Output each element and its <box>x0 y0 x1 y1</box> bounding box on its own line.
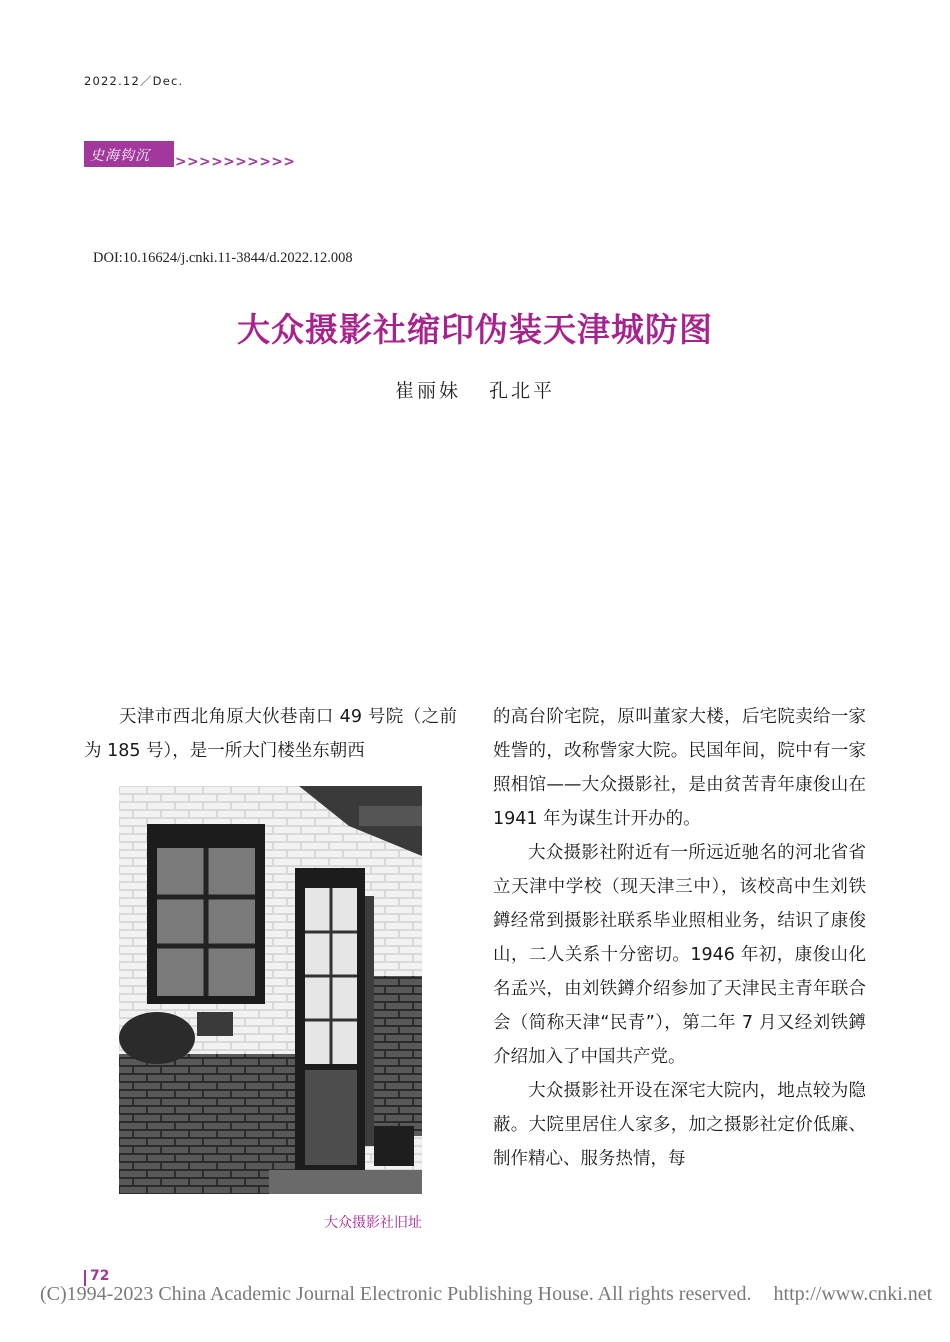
copyright-url: http://www.cnki.net <box>773 1283 933 1305</box>
article-title: 大众摄影社缩印伪装天津城防图 <box>237 310 713 349</box>
body-paragraph: 天津市西北角原大伙巷南口 49 号院（之前为 185 号），是一所大门楼坐东朝西 <box>84 707 457 761</box>
building-photo <box>119 786 422 1194</box>
photo-caption: 大众摄影社旧址 <box>324 1215 422 1231</box>
author-name: 孔北平 <box>489 380 556 402</box>
body-paragraph: 大众摄影社开设在深宅大院内，地点较为隐蔽。大院里居住人家多，加之摄影社定价低廉、制作精心、服务热情，每 <box>493 1081 866 1169</box>
author-name: 崔丽妹 <box>394 380 461 402</box>
copyright-notice: (C)1994-2023 China Academic Journal Electronic Publishing House. All rights reserved. <box>40 1283 752 1305</box>
copyright-watermark <box>40 1283 932 1306</box>
body-paragraph: 大众摄影社附近有一所远近驰名的河北省省立天津中学校（现天津三中），该校高中生刘铁鐏经常到摄影社联系毕业照相业务，结识了康俊山，二人关系十分密切。1946 年初，康俊山化名孟兴，由刘铁鐏介绍参加了天津民主青年联合会（简称天津“民青”），第二年 7 月又经刘铁鐏介绍加入了中国共产党。 <box>493 843 866 1067</box>
column-arrows: >>>>>>>>>> <box>175 154 296 170</box>
doi-line: DOI:10.16624/j.cnki.11-3844/d.2022.12.008 <box>93 250 353 266</box>
article-authors <box>0 376 950 403</box>
body-paragraph: 的高台阶宅院，原叫董家大楼，后宅院卖给一家姓訾的，改称訾家大院。民国年间，院中有一家照相馆——大众摄影社，是由贫苦青年康俊山在 1941 年为谋生计开办的。 <box>493 707 866 829</box>
column-tag-label: 史海钩沉 <box>90 148 150 164</box>
issue-date: 2022.12／Dec. <box>84 74 184 88</box>
page-number: 72 <box>90 1268 110 1284</box>
right-column <box>493 700 866 1176</box>
